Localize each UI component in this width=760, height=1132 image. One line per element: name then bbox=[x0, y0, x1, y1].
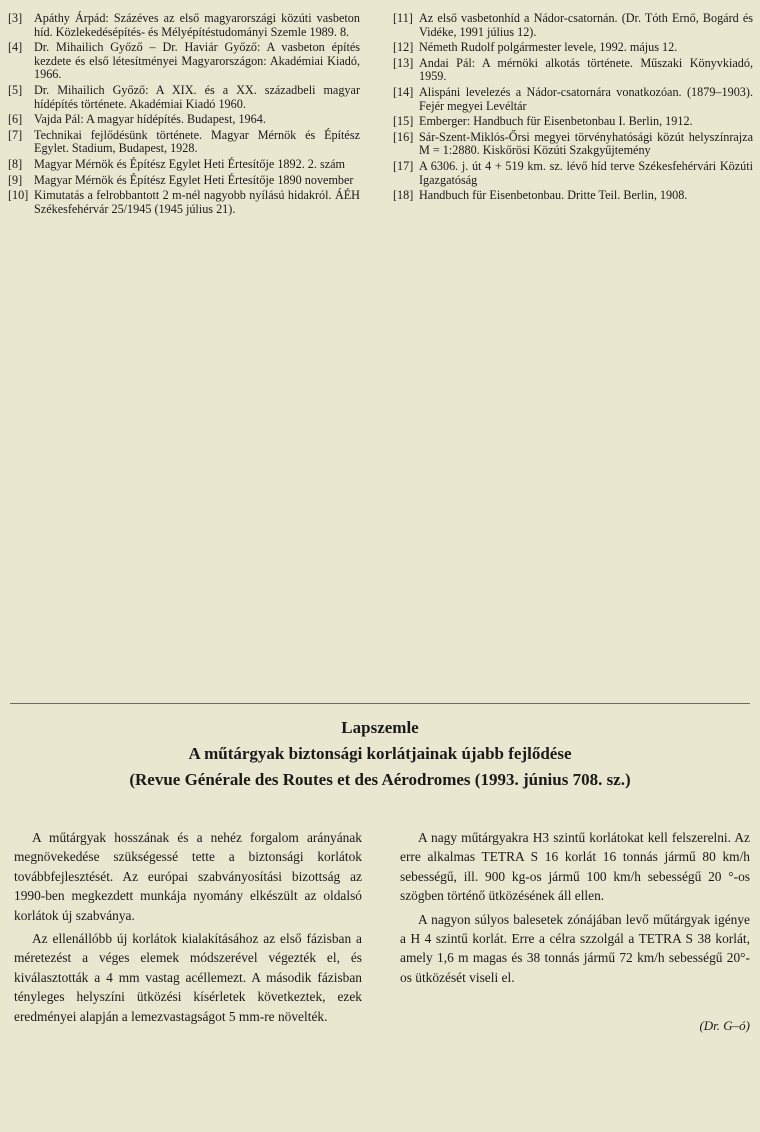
reference-item: [11] Az első vasbetonhíd a Nádor-csatornán. (Dr. Tóth Ernő, Bogárd és Vidéke, 1991 július 12). bbox=[393, 11, 753, 39]
reference-list-left bbox=[8, 12, 360, 218]
reference-item: [12] Németh Rudolf polgármester levele, 1992. május 12. bbox=[393, 40, 678, 55]
paragraph: A műtárgyak hosszának és a nehéz forgalom arányának megnövekedése szükségessé tette a biztonsági korlátok továbbfejlesztését. Az európai szabványosítási bizottság az 1990-ben megkezdett munkája nyomány elkészült az oldalsó korlátok új szabványa. bbox=[14, 830, 362, 923]
reference-item: [18] Handbuch für Eisenbetonbau. Dritte Teil. Berlin, 1908. bbox=[393, 188, 688, 203]
reference-item: [5] Dr. Mihailich Győző: A XIX. és a XX. századbeli magyar hídépítés története. Akadémiai Kiadó 1960. bbox=[8, 82, 360, 111]
reference-item: [3] Apáthy Árpád: Százéves az első magyarországi közúti vasbeton híd. Közlekedésépítés- és Mélyépítéstudományi Szemle 1989. 8. bbox=[8, 11, 360, 39]
article-source: (Revue Générale des Routes et des Aérodromes (1993. június 708. sz.) bbox=[129, 770, 631, 789]
reference-item: [15] Emberger: Handbuch für Eisenbetonbau I. Berlin, 1912. bbox=[393, 114, 693, 129]
reference-item: [14] Alispáni levelezés a Nádor-csatornára vonatkozóan. (1879–1903). Fejér megyei Levéltár bbox=[393, 84, 753, 113]
section-heading: Lapszemle bbox=[341, 718, 419, 737]
paragraph: A nagyon súlyos balesetek zónájában levő műtárgyak igénye a H 4 szintű korlát. Erre a célra szzolgál a TETRA S 38 korlát, amely 1,6 m magas és 38 tonnás jármű 72 km/h sebességű 20°-os ütközését viseli el. bbox=[400, 911, 750, 985]
paragraph: Az ellenállóbb új korlátok kialakításához az első fázisban a méretezést a véges elemek módszerével végezték el, és kiválasztották a 4 mm vastag acéllemezt. A második fázisban tényleges helyszíni ütközési kísérletek következtek, ezek eredményei alapján a lemezvastagságot 5 mm-re növelték. bbox=[14, 931, 362, 1024]
reference-item: [8] Magyar Mérnök és Építész Egylet Heti Értesítője 1892. 2. szám bbox=[8, 156, 346, 171]
article-column-right bbox=[400, 828, 750, 991]
reference-item: [17] A 6306. j. út 4 + 519 km. sz. lévő híd terve Székesfehérvári Közúti Igazgatóság bbox=[393, 158, 753, 187]
article-title: A műtárgyak biztonsági korlátjainak újabb fejlődése bbox=[188, 744, 572, 763]
reference-list-right bbox=[393, 12, 753, 205]
paragraph: A nagy műtárgyakra H3 szintű korlátokat kell felszerelni. Az erre alkalmas TETRA S 16 korlát 16 tonnás jármű 80 km/h sebességű, ill. 900 kg-os jármű 100 km/h sebességű 20 °-os szögben történő ütközésének áll ellen. bbox=[400, 830, 750, 904]
reference-item: [9] Magyar Mérnök és Építész Egylet Heti Értesítője 1890 november bbox=[8, 172, 354, 187]
author-signature: (Dr. G–ó) bbox=[699, 1018, 750, 1033]
article-column-left bbox=[14, 828, 362, 1030]
reference-item: [4] Dr. Mihailich Győző – Dr. Haviár Győző: A vasbeton építés kezdete és első létesítményei Magyarországon: Akadémiai Kiadó, 1966. bbox=[8, 40, 360, 82]
section-divider bbox=[10, 703, 750, 704]
reference-item: [6] Vajda Pál: A magyar hídépítés. Budapest, 1964. bbox=[8, 112, 266, 127]
reference-item: [7] Technikai fejlődésünk története. Magyar Mérnök és Építész Egylet. Stadium, Budapest, 1928. bbox=[8, 127, 360, 156]
reference-item: [16] Sár-Szent-Miklós-Őrsi megyei törvényhatósági közút helyszínrajza M = 1:2880. Kiskőrösi Közúti Szakgyűjtemény bbox=[393, 129, 753, 158]
reference-item: [10] Kimutatás a felrobbantott 2 m-nél nagyobb nyílású hidakról. ÁÉH Székesfehérvár 25/1945 (1945 július 21). bbox=[8, 188, 360, 216]
reference-item: [13] Andai Pál: A mérnöki alkotás története. Műszaki Könyvkiadó, 1959. bbox=[393, 55, 753, 84]
